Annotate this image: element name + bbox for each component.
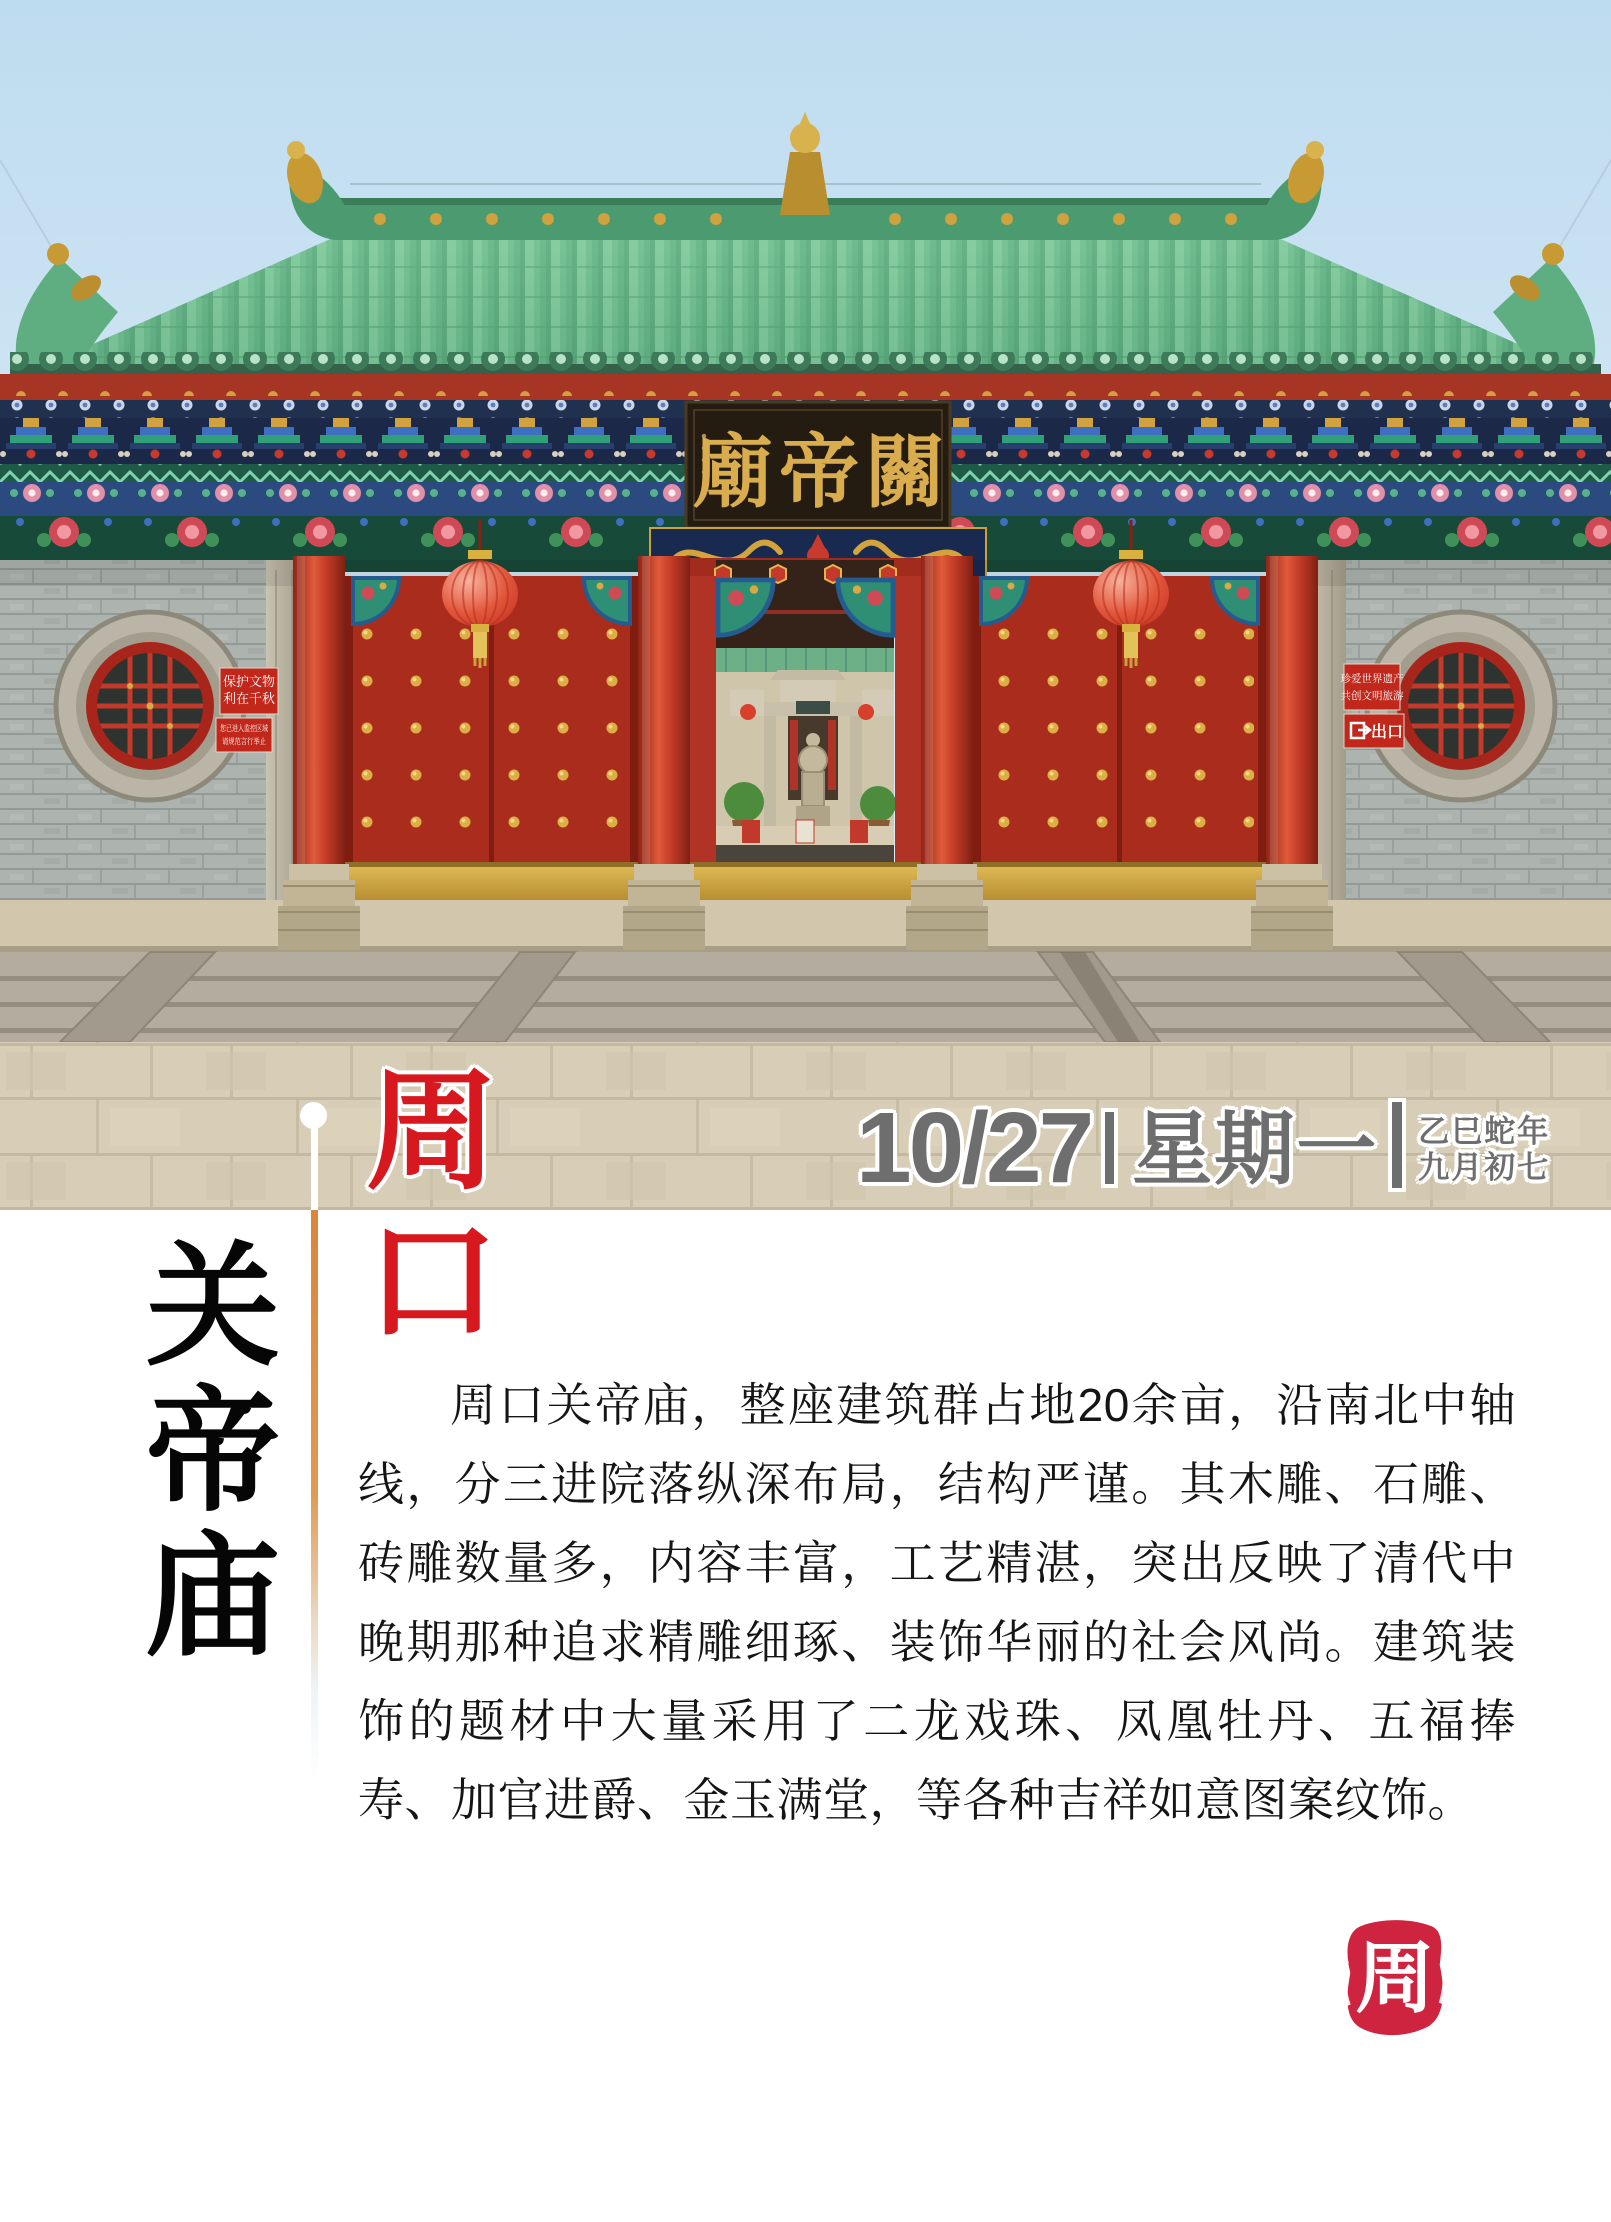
lunar-year: 乙巳蛇年 bbox=[1418, 1114, 1551, 1149]
lunar-date bbox=[1418, 1114, 1550, 1186]
site-char: 庙 bbox=[146, 1524, 281, 1672]
site-title bbox=[146, 1236, 280, 1671]
gold-kickplate bbox=[345, 862, 1266, 906]
wall-sign-heritage bbox=[1341, 664, 1404, 710]
date-separator-bar bbox=[1392, 1102, 1402, 1188]
svg-text:共创文明旅游: 共创文明旅游 bbox=[1340, 690, 1404, 702]
svg-text:出口: 出口 bbox=[1370, 724, 1404, 741]
plaque-char-guan: 關 bbox=[865, 430, 945, 518]
site-char: 帝 bbox=[146, 1379, 281, 1527]
timeline-line-orange bbox=[311, 1210, 318, 1780]
plaque-char-miao: 廟 bbox=[693, 430, 773, 518]
dateline bbox=[856, 1092, 1551, 1204]
inner-courtyard bbox=[716, 648, 896, 845]
exit-sign bbox=[1344, 714, 1404, 748]
timeline-dot bbox=[300, 1102, 327, 1129]
temple-plaque bbox=[686, 402, 950, 528]
city-char: 周 bbox=[366, 1059, 498, 1206]
date-separator-bar bbox=[1105, 1112, 1114, 1184]
wall-sign-protect bbox=[220, 668, 278, 714]
wall-sign-cctv bbox=[216, 718, 284, 752]
svg-text:您已进入监控区域: 您已进入监控区域 bbox=[220, 724, 284, 733]
timeline-line-white bbox=[311, 1126, 318, 1210]
article-text: 周口关帝庙，整座建筑群占地20余亩，沿南北中轴线，分三进院落纵深布局，结构严谨。其木雕、石雕、砖雕数量多，内容丰富，工艺精湛，突出反映了清代中晚期那种追求精雕细琢、装饰华丽的社会风尚。建筑装饰的题材中大量采用了二龙戏珠、凤凰牡丹、五福捧寿、加官进爵、金玉满堂，等各种吉祥如意图案纹饰。 bbox=[358, 1379, 1516, 1826]
plaque-char-di: 帝 bbox=[779, 430, 859, 518]
svg-text:保护文物: 保护文物 bbox=[222, 674, 276, 689]
seal-stamp bbox=[1336, 1914, 1454, 2044]
date-number: 10/27 bbox=[856, 1092, 1092, 1204]
lunar-day: 九月初七 bbox=[1418, 1150, 1551, 1185]
weekday-label: 星期一 bbox=[1132, 1105, 1379, 1194]
city-char: 口 bbox=[366, 1209, 498, 1356]
svg-text:请规范言行举止: 请规范言行举止 bbox=[222, 737, 278, 746]
svg-text:珍爱世界遗产: 珍爱世界遗产 bbox=[1340, 673, 1404, 685]
svg-text:利在千秋: 利在千秋 bbox=[222, 691, 276, 706]
seal-char: 周 bbox=[1355, 1935, 1435, 2024]
city-title bbox=[366, 1058, 498, 1358]
site-char: 关 bbox=[146, 1234, 281, 1382]
